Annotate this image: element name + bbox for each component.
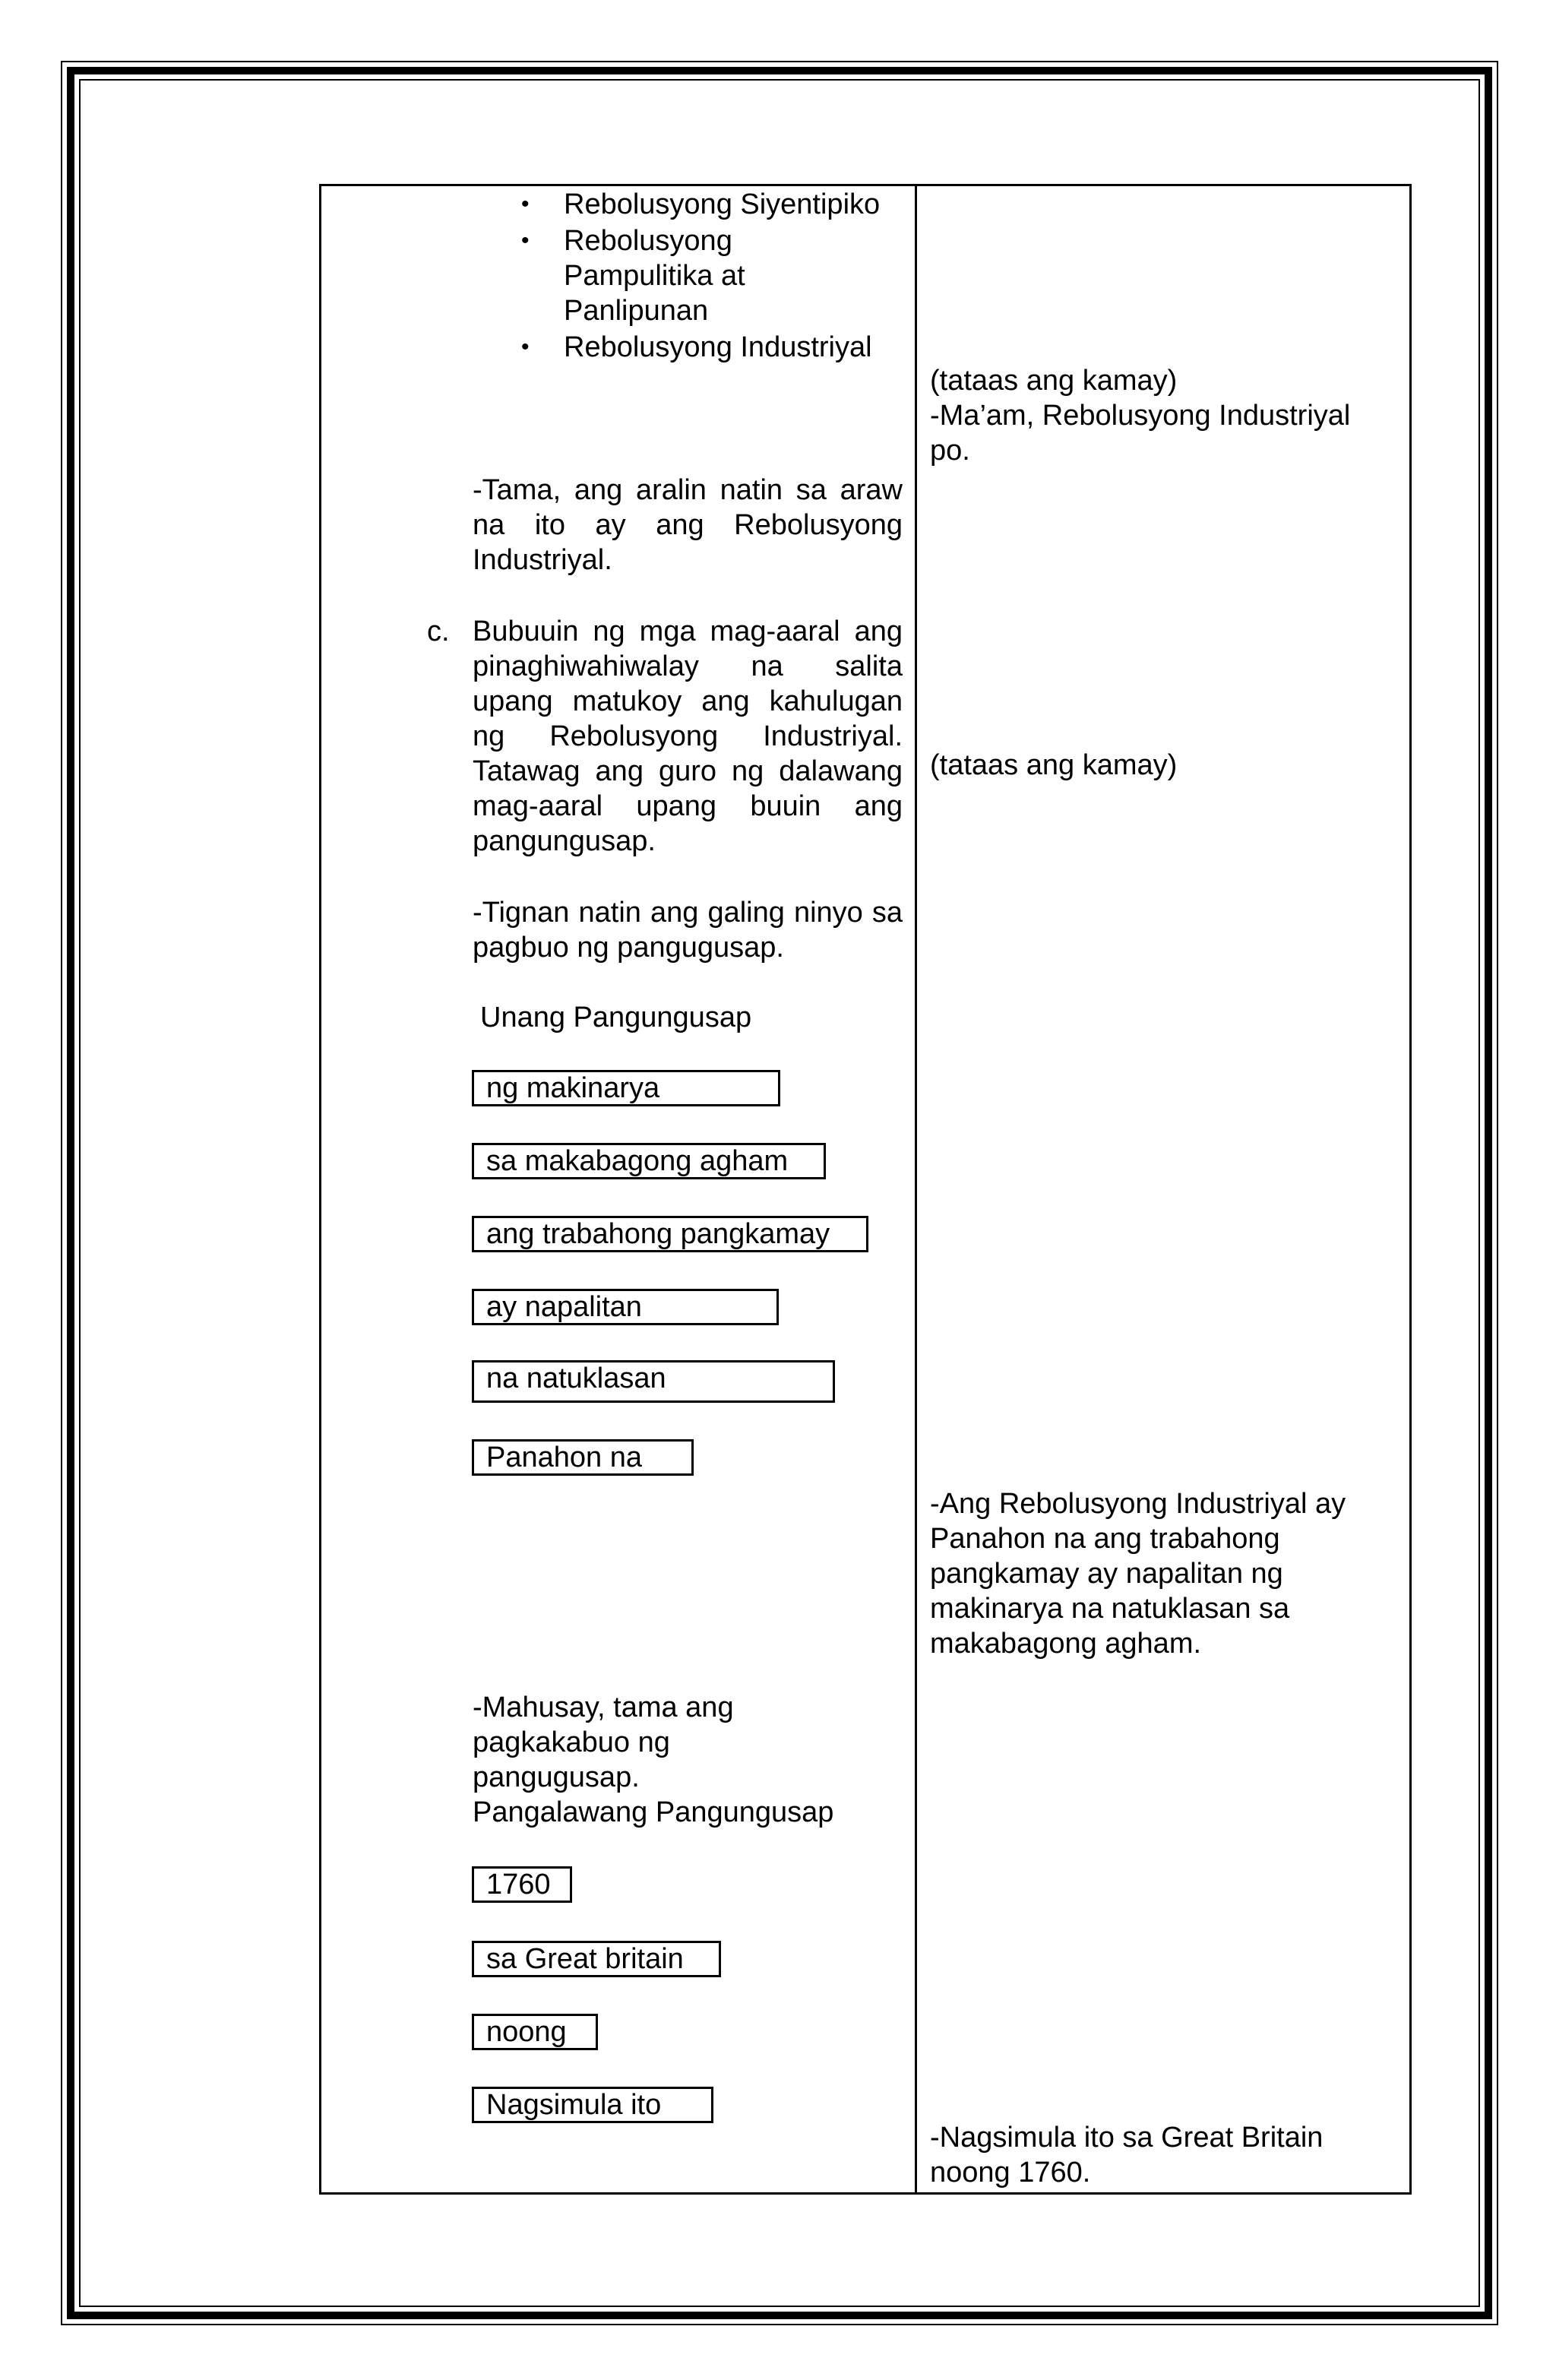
word-box: ng makinarya [472, 1070, 780, 1106]
word-box: noong [472, 2014, 598, 2050]
bullet-marker: • [521, 334, 530, 359]
bullet-item: Rebolusyong Siyentipiko [564, 188, 881, 220]
bullet-item: Rebolusyong Industriyal [564, 331, 872, 363]
item-c-text: Bubuuin ng mga mag-aaral ang pinaghiwahiwalay na salita upang matukoy ang kahulugan ng Rebolusyong Industriyal. Tatawag ang guro ng dalawang mag-aaral upang buuin ang pangungusap. [473, 616, 903, 857]
unang-heading: Unang Pangungusap [480, 1002, 752, 1033]
response-2: (tataas ang kamay) [930, 749, 1178, 781]
column-divider [915, 184, 917, 2195]
word-box: 1760 [472, 1866, 572, 1903]
response-1: (tataas ang kamay) -Ma’am, Rebolusyong Industriyal po. [930, 365, 1351, 467]
word-box: sa Great britain [472, 1941, 721, 1977]
word-box: ay napalitan [472, 1289, 779, 1325]
bullet-marker: • [521, 191, 530, 217]
bullet-item: Rebolusyong Pampulitika at Panlipunan [564, 225, 745, 327]
response-3: -Ang Rebolusyong Industriyal ay Panahon na ang trabahong pangkamay ay napalitan ng makinarya na natuklasan sa makabagong agham. [930, 1488, 1346, 1660]
word-box: sa makabagong agham [472, 1143, 826, 1179]
paragraph-tama: -Tama, ang aralin natin sa araw na ito ay ang Rebolusyong Industriyal. [473, 474, 903, 576]
word-box: Nagsimula ito [472, 2087, 713, 2123]
paragraph-mahusay: -Mahusay, tama ang pagkakabuo ng pangugusap. [473, 1692, 734, 1793]
word-box: ang trabahong pangkamay [472, 1216, 868, 1252]
paragraph-tignan: -Tignan natin ang galing ninyo sa pagbuo ng pangugusap. [473, 897, 903, 964]
item-c-marker: c. [427, 616, 450, 647]
bullet-marker: • [521, 228, 530, 253]
pangalawang-heading: Pangalawang Pangungusap [473, 1796, 834, 1828]
word-box: na natuklasan [472, 1360, 835, 1403]
word-box: Panahon na [472, 1439, 694, 1476]
response-4: -Nagsimula ito sa Great Britain noong 1760. [930, 2122, 1324, 2189]
